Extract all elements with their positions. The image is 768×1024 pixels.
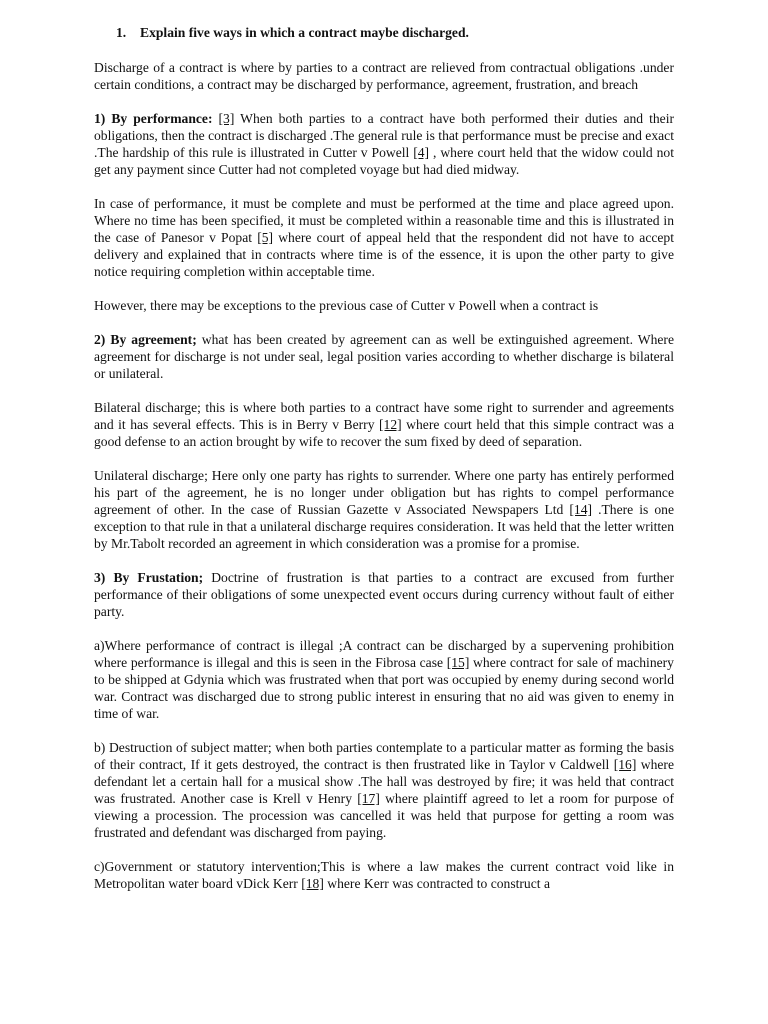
performance-paragraph [94, 110, 674, 178]
destruction-text-2: where defendant let a certain hall for a musical show .The hall was destroyed by fire; it was held that contract was frustrated. Another case is Krell v Henry [94, 757, 674, 806]
bilateral-text-1: Bilateral discharge; this is where both parties to a contract have some right to surrender and agreements and it has several effects. This is in Berry v Berry [94, 400, 674, 432]
unilateral-paragraph [94, 467, 674, 552]
performance-time-text-2: where court of appeal held that the respondent did not have to accept delivery and explained that in contracts where time is of the essence, it is upon the other party to give notice requiring completion within acceptable time. [94, 230, 674, 279]
question-number: 1. [116, 25, 127, 40]
government-text-2: where Kerr was contracted to construct a [323, 876, 550, 891]
question-text: Explain five ways in which a contract maybe discharged. [140, 25, 469, 40]
section-title-agreement: 2) By agreement; [94, 332, 197, 347]
footnote-ref-3[interactable]: [3] [218, 111, 235, 126]
question-heading [116, 24, 674, 41]
destruction-text-1: b) Destruction of subject matter; when both parties contemplate to a particular matter as forming the basis of their contract, If it gets destroyed, the contract is then frustrated like in Taylor v Caldwell [94, 740, 674, 772]
footnote-ref-12[interactable]: [12] [379, 417, 402, 432]
bilateral-text-2: where court held that this simple contract was a good defense to an action brought by wife to recover the sum fixed by deed of separation. [94, 417, 674, 449]
footnote-ref-14[interactable]: [14] [569, 502, 593, 517]
footnote-ref-17[interactable]: [17] [357, 791, 380, 806]
government-text-1: c)Government or statutory intervention;This is where a law makes the current contract void like in Metropolitan water board vDick Kerr [94, 859, 674, 891]
agreement-paragraph [94, 331, 674, 382]
footnote-ref-5[interactable]: [5] [257, 230, 274, 245]
frustration-paragraph [94, 569, 674, 620]
performance-time-text-1: In case of performance, it must be complete and must be performed at the time and place agreed upon. Where no time has been specified, it must be completed within a reasonable time and this is illustrated in the case of Panesor v Popat [94, 196, 674, 245]
footnote-ref-18[interactable]: [18] [301, 876, 324, 891]
illegal-text-1: a)Where performance of contract is illegal ;A contract can be discharged by a supervening prohibition where performance is illegal and this is seen in the Fibrosa case [94, 638, 674, 670]
illegal-performance-paragraph [94, 637, 674, 722]
illegal-text-2: where contract for sale of machinery to be shipped at Gdynia which was frustrated when that port was occupied by enemy during second world war. Contract was discharged due to strong public interest in ensuring that no aid was given to enemy in time of war. [94, 655, 674, 721]
destruction-paragraph [94, 739, 674, 841]
bilateral-paragraph [94, 399, 674, 450]
document-page [94, 24, 674, 909]
unilateral-text-1: Unilateral discharge; Here only one party has rights to surrender. Where one party has entirely performed his part of the agreement, he is no longer under obligation but has rights to compel performance agreement of other. In the case of Russian Gazette v Associated Newspapers Ltd [94, 468, 674, 517]
frustration-text: Doctrine of frustration is that parties to a contract are excused from further performance of their obligations of some unexpected event occurs during currency without fault of either party. [94, 570, 674, 619]
intro-paragraph: Discharge of a contract is where by parties to a contract are relieved from contractual obligations .under certain conditions, a contract may be discharged by performance, agreement, frustration, and breach [94, 60, 674, 92]
section-title-frustration: 3) By Frustation; [94, 570, 204, 585]
footnote-ref-4[interactable]: [4] [413, 145, 430, 160]
footnote-ref-16[interactable]: [16] [613, 757, 637, 772]
destruction-text-3: where plaintiff agreed to let a room for purpose of viewing a procession. The procession was cancelled it was held that purpose for getting a room was frustrated and defendant was discharged from paying. [94, 791, 674, 840]
performance-text-1: When both parties to a contract have both performed their duties and their obligations, then the contract is discharged .The general rule is that performance must be precise and exact .The hardship of this rule is illustrated in Cutter v Powell [94, 111, 675, 160]
performance-exceptions-paragraph: However, there may be exceptions to the previous case of Cutter v Powell when a contract is [94, 298, 599, 313]
performance-time-paragraph [94, 195, 674, 280]
footnote-ref-15[interactable]: [15] [446, 655, 470, 670]
unilateral-text-2: .There is one exception to that rule in that a unilateral discharge requires consideration. It was held that the letter written by Mr.Tabolt recorded an agreement in which consideration was a promise for a promise. [94, 502, 674, 551]
section-title-performance: 1) By performance: [94, 111, 213, 126]
performance-text-2: , where court held that the widow could not get any payment since Cutter had not completed voyage but had died midway. [94, 145, 674, 177]
government-intervention-paragraph [94, 858, 674, 892]
agreement-text: what has been created by agreement can as well be extinguished agreement. Where agreement for discharge is not under seal, legal position varies according to whether discharge is bilateral or unilateral. [94, 332, 674, 381]
